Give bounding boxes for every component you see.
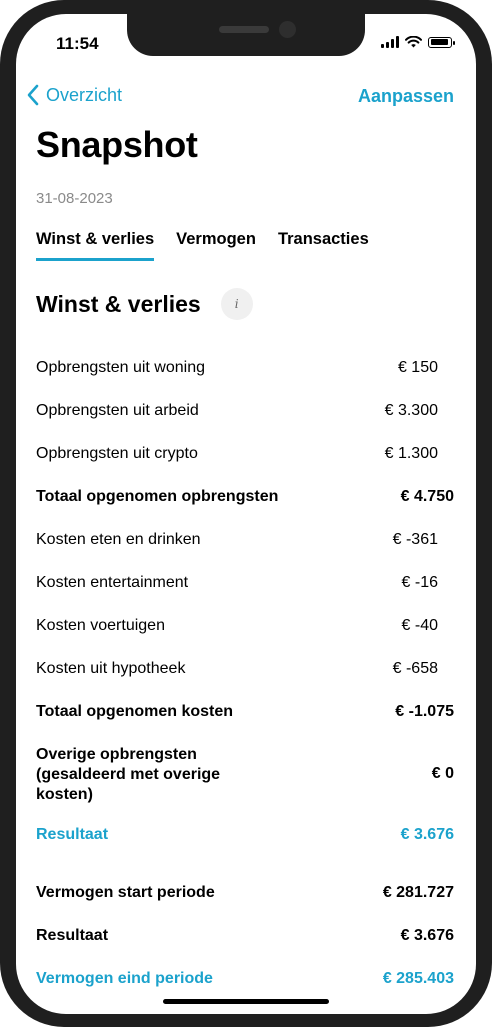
- row-value: € 150: [397, 359, 438, 376]
- row-value: € 281.727: [382, 884, 454, 901]
- row-label: Opbrengsten uit woning: [36, 359, 205, 376]
- row-value: € -658: [392, 660, 438, 677]
- row-kosten-eten: [36, 531, 454, 549]
- row-value: € 1.300: [384, 445, 438, 462]
- row-opbrengsten-woning: [36, 359, 454, 377]
- camera: [279, 21, 296, 38]
- row-label: Kosten entertainment: [36, 574, 189, 591]
- row-resultaat-2: [36, 927, 454, 945]
- battery-icon: [428, 37, 452, 48]
- speaker: [219, 26, 269, 33]
- row-value: € 285.403: [382, 970, 454, 987]
- screen: [16, 14, 476, 1014]
- row-label: Vermogen start periode: [36, 884, 215, 901]
- row-value: € 4.750: [400, 488, 454, 505]
- tab-vermogen[interactable]: Vermogen: [176, 230, 256, 248]
- row-label: Resultaat: [36, 826, 109, 843]
- section-header: [36, 288, 253, 320]
- tab-winst-verlies[interactable]: Winst & verlies: [36, 230, 154, 259]
- row-value: € 3.676: [400, 826, 454, 843]
- back-button[interactable]: [26, 84, 122, 106]
- page-title: Snapshot: [36, 124, 198, 165]
- row-kosten-hypotheek: [36, 660, 454, 678]
- row-vermogen-start: [36, 884, 454, 902]
- row-value: € -361: [392, 531, 438, 548]
- edit-button[interactable]: Aanpassen: [357, 86, 454, 106]
- row-totaal-kosten: [36, 703, 454, 721]
- notch: [127, 14, 365, 56]
- row-value: € 3.300: [384, 402, 438, 419]
- row-kosten-voertuigen: [36, 617, 454, 635]
- row-opbrengsten-arbeid: [36, 402, 454, 420]
- row-label: Kosten eten en drinken: [36, 531, 201, 548]
- row-overige-opbrengsten: [36, 745, 454, 805]
- row-label: Totaal opgenomen opbrengsten: [36, 488, 279, 505]
- row-label: Resultaat: [36, 927, 109, 944]
- section-title: Winst & verlies: [36, 290, 201, 317]
- row-kosten-entertainment: [36, 574, 454, 592]
- tab-bar: [36, 230, 391, 259]
- home-indicator[interactable]: [163, 999, 329, 1004]
- row-vermogen-eind: [36, 970, 454, 988]
- row-opbrengsten-crypto: [36, 445, 454, 463]
- status-time: 11:54: [56, 34, 99, 53]
- row-label: Overige opbrengsten (gesaldeerd met overige kosten): [36, 746, 221, 803]
- row-label: Vermogen eind periode: [36, 970, 213, 987]
- cellular-signal-icon: [381, 36, 399, 48]
- row-label: Opbrengsten uit arbeid: [36, 402, 199, 419]
- row-label: Totaal opgenomen kosten: [36, 703, 234, 720]
- info-icon[interactable]: i: [221, 288, 253, 320]
- back-label: Overzicht: [46, 84, 123, 105]
- row-totaal-opbrengsten: [36, 488, 454, 506]
- status-icons: [381, 36, 452, 48]
- snapshot-date: 31-08-2023: [36, 190, 113, 207]
- row-value: € -40: [401, 617, 438, 634]
- chevron-left-icon: [26, 84, 40, 106]
- row-value: € -1.075: [395, 703, 454, 720]
- row-label: Opbrengsten uit crypto: [36, 445, 198, 462]
- row-value: € -16: [401, 574, 438, 591]
- row-value: € 3.676: [400, 927, 454, 944]
- row-value: € 0: [431, 765, 454, 782]
- tab-transacties[interactable]: Transacties: [277, 230, 369, 248]
- wifi-icon: [405, 36, 422, 48]
- row-resultaat: [36, 826, 454, 844]
- row-label: Kosten uit hypotheek: [36, 660, 186, 677]
- row-label: Kosten voertuigen: [36, 617, 165, 634]
